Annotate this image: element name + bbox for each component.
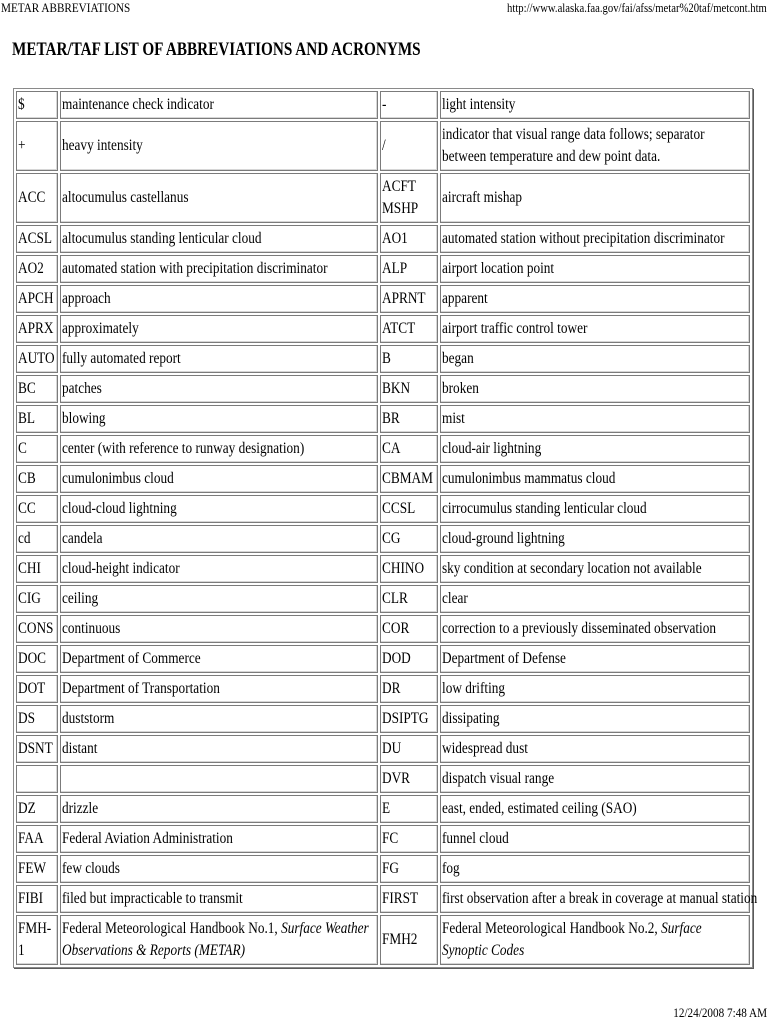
definition-cell [60, 405, 378, 433]
definition-cell-text: cirrocumulus standing lenticular cloud [442, 500, 648, 517]
definition-cell-text: broken [442, 380, 480, 397]
abbreviation-cell [380, 675, 438, 703]
definition-cell-text: Department of Commerce [62, 650, 201, 667]
abbreviation-cell [380, 645, 438, 673]
definition-cell [440, 315, 750, 343]
definition-cell [60, 915, 378, 965]
table-row [16, 435, 750, 463]
definition-cell-italic-text: Surface Synoptic Codes [442, 920, 703, 959]
definition-cell [440, 405, 750, 433]
definition-cell [60, 495, 378, 523]
table-row [16, 465, 750, 493]
definition-cell-text: fully automated report [62, 350, 182, 367]
table-row [16, 375, 750, 403]
definition-cell-text: funnel cloud [442, 830, 510, 847]
abbreviation-cell-text: FG [381, 860, 399, 877]
abbreviation-cell [380, 375, 438, 403]
definition-cell [440, 705, 750, 733]
abbreviation-cell [16, 525, 58, 553]
definition-cell [60, 855, 378, 883]
definition-cell-text: cumulonimbus mammatus cloud [442, 470, 616, 487]
table-row [16, 225, 750, 253]
abbreviation-cell [16, 315, 58, 343]
abbreviations-table-body [16, 91, 758, 965]
abbreviation-cell-text: FEW [18, 860, 47, 877]
definition-cell [60, 525, 378, 553]
definition-cell-text: drizzle [62, 800, 99, 817]
definition-cell [60, 885, 378, 913]
abbreviation-cell-text: DOT [18, 680, 46, 697]
abbreviation-cell [16, 285, 58, 313]
definition-cell-text: began [442, 350, 475, 367]
definition-cell [440, 435, 750, 463]
table-row [16, 645, 750, 673]
abbreviation-cell-text: FIRST [381, 890, 419, 907]
abbreviation-cell-text: DSIPTG [381, 710, 429, 727]
definition-cell-text: cloud-ground lightning [442, 530, 566, 547]
table-row [16, 765, 750, 793]
abbreviation-cell [380, 285, 438, 313]
abbreviation-cell-text: DOC [18, 650, 47, 667]
abbreviation-cell [380, 345, 438, 373]
definition-cell [60, 675, 378, 703]
definition-cell-text: continuous [62, 620, 121, 637]
definition-cell [60, 585, 378, 613]
table-row [16, 795, 750, 823]
definition-cell-text: airport traffic control tower [442, 320, 588, 337]
abbreviation-cell [380, 435, 438, 463]
abbreviation-cell [16, 645, 58, 673]
page-url: http://www.alaska.faa.gov/fai/afss/metar%20taf/metcont.htm [507, 0, 767, 15]
abbreviation-cell-text: FMH-1 [18, 920, 52, 959]
abbreviation-cell [16, 915, 58, 965]
abbreviations-table [13, 88, 758, 968]
abbreviation-cell-text: CONS [18, 620, 54, 637]
abbreviation-cell-text: $ [18, 96, 25, 113]
abbreviation-cell [380, 121, 438, 171]
definition-cell-text: Department of Defense [442, 650, 567, 667]
abbreviation-cell [16, 173, 58, 223]
abbreviation-cell [16, 345, 58, 373]
definition-cell [60, 615, 378, 643]
table-row [16, 585, 750, 613]
abbreviation-cell [16, 675, 58, 703]
table-row [16, 255, 750, 283]
abbreviation-cell [380, 315, 438, 343]
definition-cell-text: few clouds [62, 860, 121, 877]
definition-cell [60, 315, 378, 343]
abbreviation-cell [380, 765, 438, 793]
definition-cell [60, 435, 378, 463]
abbreviation-cell-text: DS [18, 710, 35, 727]
abbreviation-cell-text: COR [381, 620, 410, 637]
definition-cell [440, 765, 750, 793]
abbreviation-cell-text: FMH2 [381, 931, 418, 948]
definition-cell [60, 345, 378, 373]
abbreviation-cell [380, 735, 438, 763]
abbreviation-cell-text: C [18, 440, 27, 457]
definition-cell [440, 585, 750, 613]
definition-cell [60, 765, 378, 793]
definition-cell [440, 795, 750, 823]
abbreviation-cell-text: CHI [18, 560, 41, 577]
definition-cell [440, 825, 750, 853]
abbreviation-cell [380, 915, 438, 965]
definition-cell-italic-text: Surface Weather Observations & Reports (METAR) [62, 920, 370, 959]
definition-cell [440, 735, 750, 763]
abbreviation-cell-text: ACFT MSHP [381, 178, 419, 217]
definition-cell-text: dissipating [442, 710, 500, 727]
abbreviation-cell-text: FAA [18, 830, 44, 847]
abbreviation-cell [380, 555, 438, 583]
definition-cell-text: Federal Meteorological Handbook No.2, [442, 920, 662, 937]
definition-cell-text: automated station without precipitation discriminator [442, 230, 725, 247]
definition-cell-text: Department of Transportation [62, 680, 221, 697]
abbreviation-cell-text: BC [18, 380, 36, 397]
abbreviation-cell-text: ATCT [381, 320, 416, 337]
abbreviation-cell-text: ACSL [18, 230, 52, 247]
abbreviation-cell-text: DOD [381, 650, 411, 667]
definition-cell-text: center (with reference to runway designation) [62, 440, 305, 457]
definition-cell-text: indicator that visual range data follows; separator between temperature and dew point data. [442, 126, 705, 165]
definition-cell [60, 285, 378, 313]
table-row [16, 525, 750, 553]
abbreviation-cell-text: - [381, 96, 387, 113]
abbreviation-cell [16, 255, 58, 283]
abbreviation-cell-text: BL [18, 410, 35, 427]
definition-cell-text: cloud-height indicator [62, 560, 180, 577]
definition-cell-text: correction to a previously disseminated observation [442, 620, 717, 637]
abbreviation-cell-text: CB [18, 470, 36, 487]
definition-cell-text: first observation after a break in coverage at manual station [442, 890, 758, 907]
abbreviation-cell [16, 855, 58, 883]
definition-cell [440, 91, 750, 119]
table-row [16, 495, 750, 523]
abbreviation-cell-text: DZ [18, 800, 36, 817]
page-title: METAR/TAF LIST OF ABBREVIATIONS AND ACRONYMS [12, 39, 421, 60]
definition-cell-text: distant [62, 740, 98, 757]
definition-cell [440, 121, 750, 171]
definition-cell-text: automated station with precipitation discriminator [62, 260, 328, 277]
abbreviation-cell [380, 91, 438, 119]
definition-cell-content [442, 918, 746, 962]
definition-cell [440, 285, 750, 313]
definition-cell-text: apparent [442, 290, 489, 307]
abbreviation-cell [16, 435, 58, 463]
abbreviation-cell-text: B [381, 350, 391, 367]
abbreviation-cell-text: APCH [18, 290, 54, 307]
abbreviation-cell [16, 465, 58, 493]
definition-cell-text: duststorm [62, 710, 115, 727]
abbreviation-cell [380, 615, 438, 643]
definition-cell-text: aircraft mishap [442, 189, 523, 206]
definition-cell-text: approximately [62, 320, 140, 337]
abbreviation-cell [16, 765, 58, 793]
definition-cell-text: airport location point [442, 260, 555, 277]
abbreviation-cell [16, 825, 58, 853]
definition-cell [60, 465, 378, 493]
definition-cell [440, 225, 750, 253]
definition-cell [60, 555, 378, 583]
definition-cell [440, 915, 750, 965]
abbreviation-cell [16, 555, 58, 583]
definition-cell [440, 855, 750, 883]
abbreviation-cell [16, 375, 58, 403]
abbreviation-cell [380, 255, 438, 283]
abbreviation-cell [380, 173, 438, 223]
abbreviation-cell-text: CCSL [381, 500, 416, 517]
abbreviation-cell [16, 735, 58, 763]
abbreviation-cell-text: CBMAM [381, 470, 433, 487]
abbreviation-cell-text: BKN [381, 380, 410, 397]
definition-cell [60, 735, 378, 763]
table-row [16, 121, 750, 171]
definition-cell [60, 255, 378, 283]
abbreviation-cell [380, 585, 438, 613]
abbreviation-cell [16, 405, 58, 433]
abbreviation-cell-text: + [18, 137, 26, 154]
definition-cell-text: Federal Aviation Administration [62, 830, 234, 847]
abbreviation-cell-text: / [381, 137, 386, 154]
abbreviation-cell [16, 795, 58, 823]
table-row [16, 855, 750, 883]
definition-cell [60, 225, 378, 253]
abbreviation-cell [380, 225, 438, 253]
definition-cell [60, 173, 378, 223]
definition-cell [60, 825, 378, 853]
abbreviation-cell-text: ACC [18, 189, 46, 206]
table-row [16, 735, 750, 763]
definition-cell [440, 555, 750, 583]
definition-cell-text: altocumulus castellanus [62, 189, 189, 206]
abbreviation-cell [16, 885, 58, 913]
definition-cell [440, 345, 750, 373]
definition-cell [440, 885, 758, 913]
table-row [16, 705, 750, 733]
definition-cell [440, 675, 750, 703]
table-row [16, 173, 750, 223]
table-row [16, 915, 750, 965]
abbreviation-cell [380, 855, 438, 883]
definition-cell-text: mist [442, 410, 466, 427]
abbreviation-cell [380, 885, 438, 913]
definition-cell [440, 645, 750, 673]
definition-cell-text: heavy intensity [62, 137, 144, 154]
abbreviation-cell-text: DR [381, 680, 401, 697]
abbreviation-cell-text: DVR [381, 770, 410, 787]
definition-cell-text: cloud-cloud lightning [62, 500, 178, 517]
definition-cell-text: cumulonimbus cloud [62, 470, 175, 487]
definition-cell-text: dispatch visual range [442, 770, 555, 787]
abbreviation-cell [16, 495, 58, 523]
table-row [16, 615, 750, 643]
abbreviation-cell [380, 495, 438, 523]
abbreviation-cell [16, 91, 58, 119]
abbreviation-cell-text: DU [381, 740, 402, 757]
definition-cell [440, 615, 750, 643]
table-row [16, 885, 750, 913]
definition-cell [440, 525, 750, 553]
abbreviation-cell-text: CG [381, 530, 401, 547]
abbreviation-cell [16, 585, 58, 613]
abbreviation-cell-text: E [381, 800, 391, 817]
definition-cell-content [62, 918, 374, 962]
definition-cell [60, 121, 378, 171]
abbreviation-cell-text: BR [381, 410, 400, 427]
abbreviation-cell-text: FC [381, 830, 399, 847]
definition-cell [440, 173, 750, 223]
abbreviation-cell-text: cd [18, 530, 31, 547]
definition-cell [440, 495, 750, 523]
definition-cell [60, 795, 378, 823]
definition-cell [60, 645, 378, 673]
definition-cell [60, 705, 378, 733]
definition-cell-text: Federal Meteorological Handbook No.1, [62, 920, 282, 937]
definition-cell-text: altocumulus standing lenticular cloud [62, 230, 262, 247]
table-row [16, 405, 750, 433]
definition-cell-text: candela [62, 530, 103, 547]
abbreviation-cell [380, 405, 438, 433]
definition-cell [440, 375, 750, 403]
table-row [16, 91, 750, 119]
definition-cell-text: patches [62, 380, 103, 397]
abbreviation-cell [380, 525, 438, 553]
definition-cell-text: widespread dust [442, 740, 529, 757]
definition-cell-text: sky condition at secondary location not available [442, 560, 703, 577]
abbreviation-cell-text: CHINO [381, 560, 425, 577]
definition-cell-text: filed but impracticable to transmit [62, 890, 244, 907]
abbreviation-cell [380, 795, 438, 823]
definition-cell-text: light intensity [442, 96, 516, 113]
definition-cell-text: cloud-air lightning [442, 440, 542, 457]
abbreviation-cell [380, 705, 438, 733]
definition-cell-text: low drifting [442, 680, 506, 697]
definition-cell-text: fog [442, 860, 461, 877]
abbreviation-cell-text: CA [381, 440, 401, 457]
print-timestamp: 12/24/2008 7:48 AM [673, 1005, 767, 1020]
table-row [16, 825, 750, 853]
abbreviation-cell-text: CLR [381, 590, 408, 607]
table-row [16, 285, 750, 313]
abbreviation-cell-text: DSNT [18, 740, 53, 757]
abbreviation-cell [380, 465, 438, 493]
definition-cell [440, 255, 750, 283]
abbreviation-cell-text: FIBI [18, 890, 44, 907]
definition-cell-text: ceiling [62, 590, 99, 607]
abbreviation-cell [16, 615, 58, 643]
definition-cell [60, 375, 378, 403]
abbreviation-cell [16, 121, 58, 171]
abbreviation-cell-text: ALP [381, 260, 408, 277]
definition-cell [440, 465, 750, 493]
definition-cell-text: clear [442, 590, 469, 607]
abbreviation-cell-text: APRX [18, 320, 54, 337]
abbreviation-cell [380, 825, 438, 853]
definition-cell-text: approach [62, 290, 112, 307]
definition-cell [60, 91, 378, 119]
definition-cell-text: maintenance check indicator [62, 96, 215, 113]
abbreviation-cell-text: AO1 [381, 230, 408, 247]
abbreviation-cell-text: CIG [18, 590, 41, 607]
abbreviation-cell-text: AUTO [18, 350, 55, 367]
document-title: METAR ABBREVIATIONS [1, 0, 131, 15]
table-row [16, 315, 750, 343]
table-row [16, 555, 750, 583]
definition-cell-text: blowing [62, 410, 106, 427]
abbreviation-cell-text: CC [18, 500, 36, 517]
abbreviation-cell-text: APRNT [381, 290, 426, 307]
abbreviation-cell [16, 225, 58, 253]
abbreviation-cell-text: AO2 [18, 260, 44, 277]
table-row [16, 675, 750, 703]
definition-cell-text: east, ended, estimated ceiling (SAO) [442, 800, 638, 817]
abbreviation-cell [16, 705, 58, 733]
table-row [16, 345, 750, 373]
